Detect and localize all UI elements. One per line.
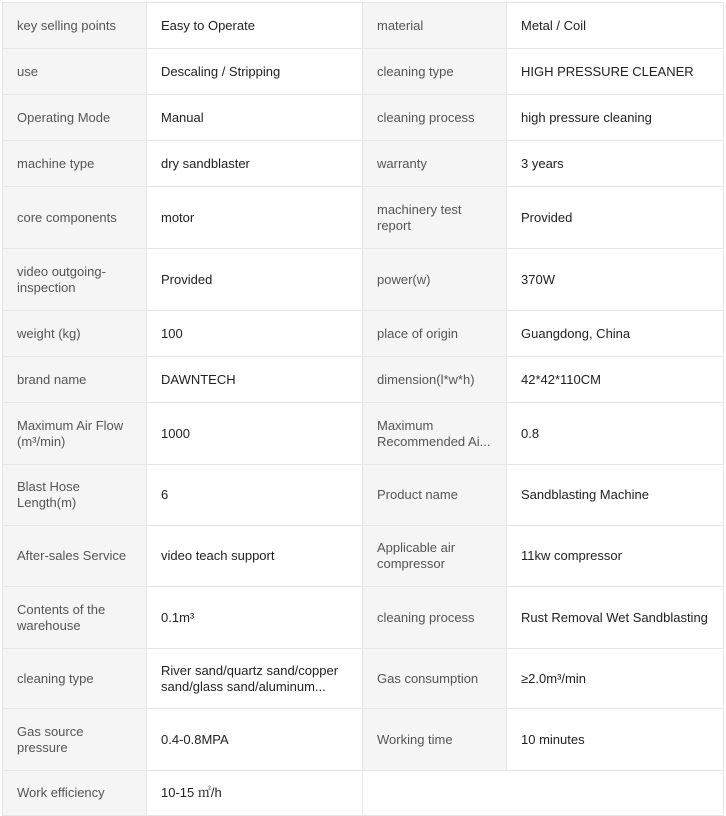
table-row: [3, 141, 724, 187]
spec-value: [507, 526, 724, 587]
spec-value-text: Easy to Operate: [161, 17, 255, 33]
spec-key: [3, 249, 147, 311]
spec-key-text: warranty: [377, 155, 427, 171]
spec-value-text: HIGH PRESSURE CLEANER: [521, 63, 694, 79]
spec-key: [3, 587, 147, 649]
spec-key-text: machine type: [17, 155, 95, 171]
spec-key: [3, 141, 147, 187]
spec-key: [363, 403, 507, 465]
table-row: [3, 49, 724, 95]
spec-value: [507, 3, 724, 49]
spec-key-text: Operating Mode: [17, 109, 111, 125]
spec-key-text: key selling points: [17, 17, 116, 33]
spec-value-text: high pressure cleaning: [521, 109, 652, 125]
spec-key-text: material: [377, 17, 424, 33]
spec-value: [507, 465, 724, 526]
spec-key: [3, 403, 147, 465]
spec-key: [3, 311, 147, 357]
spec-key-text: Product name: [377, 487, 458, 502]
spec-value-text: Provided: [161, 271, 213, 287]
empty-cell: [363, 771, 724, 816]
spec-value-text: 42*42*110CM: [521, 371, 601, 387]
spec-value-text: 0.8: [521, 425, 540, 441]
spec-key: [363, 187, 507, 249]
spec-key-text: cleaning process: [377, 109, 475, 125]
spec-value: [507, 249, 724, 311]
spec-key: [3, 187, 147, 249]
spec-key-text: power(w): [377, 271, 431, 287]
spec-value-text: Guangdong, China: [521, 325, 631, 341]
spec-value-text: Metal / Coil: [521, 17, 587, 33]
table-row: [3, 587, 724, 649]
table-row: [3, 187, 724, 249]
spec-value-text: Provided: [521, 209, 573, 225]
spec-value: [507, 311, 724, 357]
spec-value: [507, 403, 724, 465]
spec-key: [363, 465, 507, 526]
spec-value: [507, 709, 724, 771]
spec-key-text: machinery test report: [377, 201, 462, 233]
spec-value: [507, 187, 724, 249]
spec-value-text: 1000: [161, 425, 190, 441]
spec-value: [147, 249, 363, 311]
table-row: [3, 3, 724, 49]
spec-value: [147, 3, 363, 49]
table-row: [3, 403, 724, 465]
spec-key: [3, 465, 147, 526]
spec-value: [147, 49, 363, 95]
spec-key: [363, 526, 507, 587]
spec-value: [507, 95, 724, 141]
spec-key: [363, 311, 507, 357]
spec-value-text: 6: [161, 487, 169, 502]
spec-value: [507, 49, 724, 95]
spec-value: [147, 187, 363, 249]
spec-key: [363, 141, 507, 187]
spec-value: [147, 526, 363, 587]
spec-key: [3, 649, 147, 709]
spec-key-text: core components: [17, 209, 117, 225]
spec-key-text: Work efficiency: [17, 785, 105, 800]
spec-key-text: Applicable air compressor: [377, 540, 456, 571]
spec-value-text: video teach support: [161, 548, 275, 563]
table-row: [3, 771, 724, 816]
spec-value: [147, 465, 363, 526]
spec-key-text: After-sales Service: [17, 548, 127, 563]
spec-value-text: 0.4-0.8MPA: [161, 731, 229, 747]
spec-key: [363, 709, 507, 771]
spec-value: [147, 587, 363, 649]
spec-value-text: 3 years: [521, 155, 564, 171]
table-row: [3, 357, 724, 403]
table-row: [3, 526, 724, 587]
spec-key: [363, 357, 507, 403]
spec-value-text: ≥2.0m³/min: [521, 670, 586, 686]
spec-key: [3, 709, 147, 771]
spec-value: [507, 587, 724, 649]
table-row: [3, 649, 724, 709]
spec-key-text: Maximum Air Flow (m³/min): [17, 417, 124, 449]
spec-key-text: Maximum Recommended Ai...: [377, 417, 491, 449]
spec-key: [363, 95, 507, 141]
spec-key: [3, 771, 147, 816]
spec-key: [363, 3, 507, 49]
spec-key-text: weight (kg): [17, 325, 81, 341]
spec-key-text: brand name: [17, 371, 87, 387]
spec-key-text: dimension(l*w*h): [377, 371, 475, 387]
spec-value: [147, 95, 363, 141]
spec-key-text: Gas source pressure: [17, 723, 84, 755]
spec-value-text: motor: [161, 209, 195, 225]
spec-key-text: place of origin: [377, 325, 458, 341]
spec-key: [3, 526, 147, 587]
spec-key: [363, 49, 507, 95]
spec-value-text: Sandblasting Machine: [521, 487, 649, 502]
spec-key-text: cleaning type: [17, 670, 94, 686]
table-row: [3, 95, 724, 141]
spec-value: [147, 403, 363, 465]
spec-value-text: 100: [161, 325, 183, 341]
spec-value: [147, 649, 363, 709]
table-row: [3, 465, 724, 526]
spec-value-text: Rust Removal Wet Sandblasting: [521, 609, 708, 625]
spec-value-text: 370W: [521, 271, 555, 287]
spec-value-text: Manual: [161, 109, 204, 125]
table-row: [3, 249, 724, 311]
spec-key: [3, 3, 147, 49]
spec-key-text: Gas consumption: [377, 670, 479, 686]
spec-value: [147, 311, 363, 357]
product-specs-table: [2, 2, 724, 816]
spec-value-text: River sand/quartz sand/copper sand/glass sand/aluminum...: [161, 662, 339, 694]
spec-key-text: use: [17, 63, 38, 79]
spec-value: [507, 649, 724, 709]
spec-key: [363, 249, 507, 311]
spec-value-text: 10-15 ㎡/h: [161, 785, 222, 800]
spec-value-text: 0.1m³: [161, 609, 195, 625]
spec-key-text: Working time: [377, 731, 453, 747]
spec-value: [147, 771, 363, 816]
spec-value-text: 10 minutes: [521, 731, 585, 747]
spec-value: [147, 709, 363, 771]
spec-value: [507, 141, 724, 187]
table-row: [3, 709, 724, 771]
spec-key-text: Blast Hose Length(m): [17, 479, 80, 510]
spec-key: [363, 587, 507, 649]
spec-key-text: video outgoing-inspection: [17, 263, 106, 295]
spec-key: [363, 649, 507, 709]
spec-key: [3, 357, 147, 403]
spec-value-text: dry sandblaster: [161, 155, 250, 171]
spec-key: [3, 95, 147, 141]
spec-value: [147, 141, 363, 187]
spec-key-text: cleaning type: [377, 63, 454, 79]
spec-value-text: DAWNTECH: [161, 371, 236, 387]
spec-key-text: Contents of the warehouse: [17, 601, 106, 633]
spec-value-text: Descaling / Stripping: [161, 63, 281, 79]
spec-value-text: 11kw compressor: [521, 548, 622, 563]
spec-key: [3, 49, 147, 95]
spec-value: [147, 357, 363, 403]
table-row: [3, 311, 724, 357]
spec-key-text: cleaning process: [377, 609, 475, 625]
spec-value: [507, 357, 724, 403]
